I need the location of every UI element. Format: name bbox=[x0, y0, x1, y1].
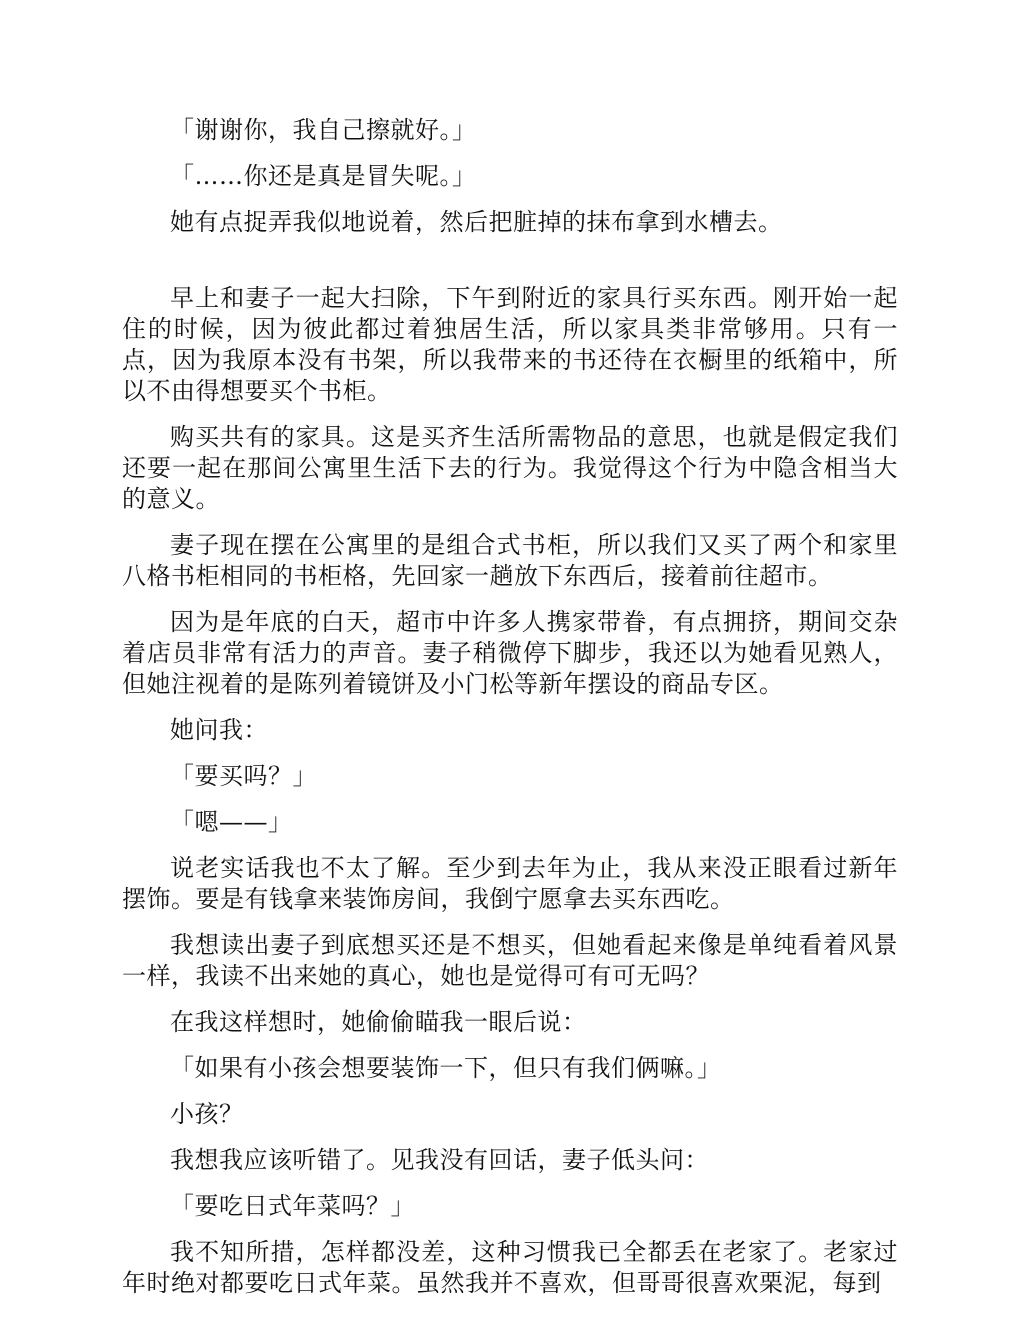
narration-paragraph: 我不知所措，怎样都没差，这种习惯我已全都丢在老家了。老家过年时绝对都要吃日式年菜。虽然我并不喜欢，但哥哥很喜欢栗泥，每到 bbox=[122, 1238, 898, 1297]
dialogue-line: 「谢谢你，我自己擦就好。」 bbox=[170, 116, 477, 144]
dialogue-line: 「如果有小孩会想要装饰一下，但只有我们俩嘛。」 bbox=[170, 1054, 722, 1082]
narration-paragraph: 购买共有的家具。这是买齐生活所需物品的意思，也就是假定我们还要一起在那间公寓里生活下去的行为。我觉得这个行为中隐含相当大的意义。 bbox=[122, 423, 898, 513]
narration-paragraph: 说老实话我也不太了解。至少到去年为止，我从来没正眼看过新年摆饰。要是有钱拿来装饰房间，我倒宁愿拿去买东西吃。 bbox=[122, 854, 898, 913]
narration-paragraph: 小孩？ bbox=[170, 1100, 244, 1128]
section-break bbox=[122, 253, 898, 283]
dialogue-line: 「……你还是真是冒失呢。」 bbox=[170, 162, 477, 190]
dialogue-line: 「嗯——」 bbox=[170, 808, 293, 836]
narration-paragraph: 因为是年底的白天，超市中许多人携家带眷，有点拥挤，期间交杂着店员非常有活力的声音。妻子稍微停下脚步，我还以为她看见熟人，但她注视着的是陈列着镜饼及小门松等新年摆设的商品专区。 bbox=[122, 608, 898, 698]
narration-paragraph: 妻子现在摆在公寓里的是组合式书柜，所以我们又买了两个和家里八格书柜相同的书柜格，先回家一趟放下东西后，接着前往超市。 bbox=[122, 531, 898, 590]
dialogue-line: 「要吃日式年菜吗？」 bbox=[170, 1192, 415, 1220]
narration-paragraph: 我想我应该听错了。见我没有回话，妻子低头问： bbox=[170, 1146, 709, 1174]
dialogue-line: 「要买吗？」 bbox=[170, 762, 317, 790]
narration-paragraph: 她问我： bbox=[170, 716, 268, 744]
document-body bbox=[122, 115, 898, 1314]
narration-paragraph: 早上和妻子一起大扫除，下午到附近的家具行买东西。刚开始一起住的时候，因为彼此都过着独居生活，所以家具类非常够用。只有一点，因为我原本没有书架，所以我带来的书还待在衣橱里的纸箱中，所以不由得想要买个书柜。 bbox=[122, 284, 898, 405]
narration-paragraph: 她有点捉弄我似地说着，然后把脏掉的抹布拿到水槽去。 bbox=[170, 208, 783, 236]
narration-paragraph: 在我这样想时，她偷偷瞄我一眼后说： bbox=[170, 1008, 587, 1036]
narration-paragraph: 我想读出妻子到底想买还是不想买，但她看起来像是单纯看着风景一样，我读不出来她的真心，她也是觉得可有可无吗？ bbox=[122, 931, 898, 990]
